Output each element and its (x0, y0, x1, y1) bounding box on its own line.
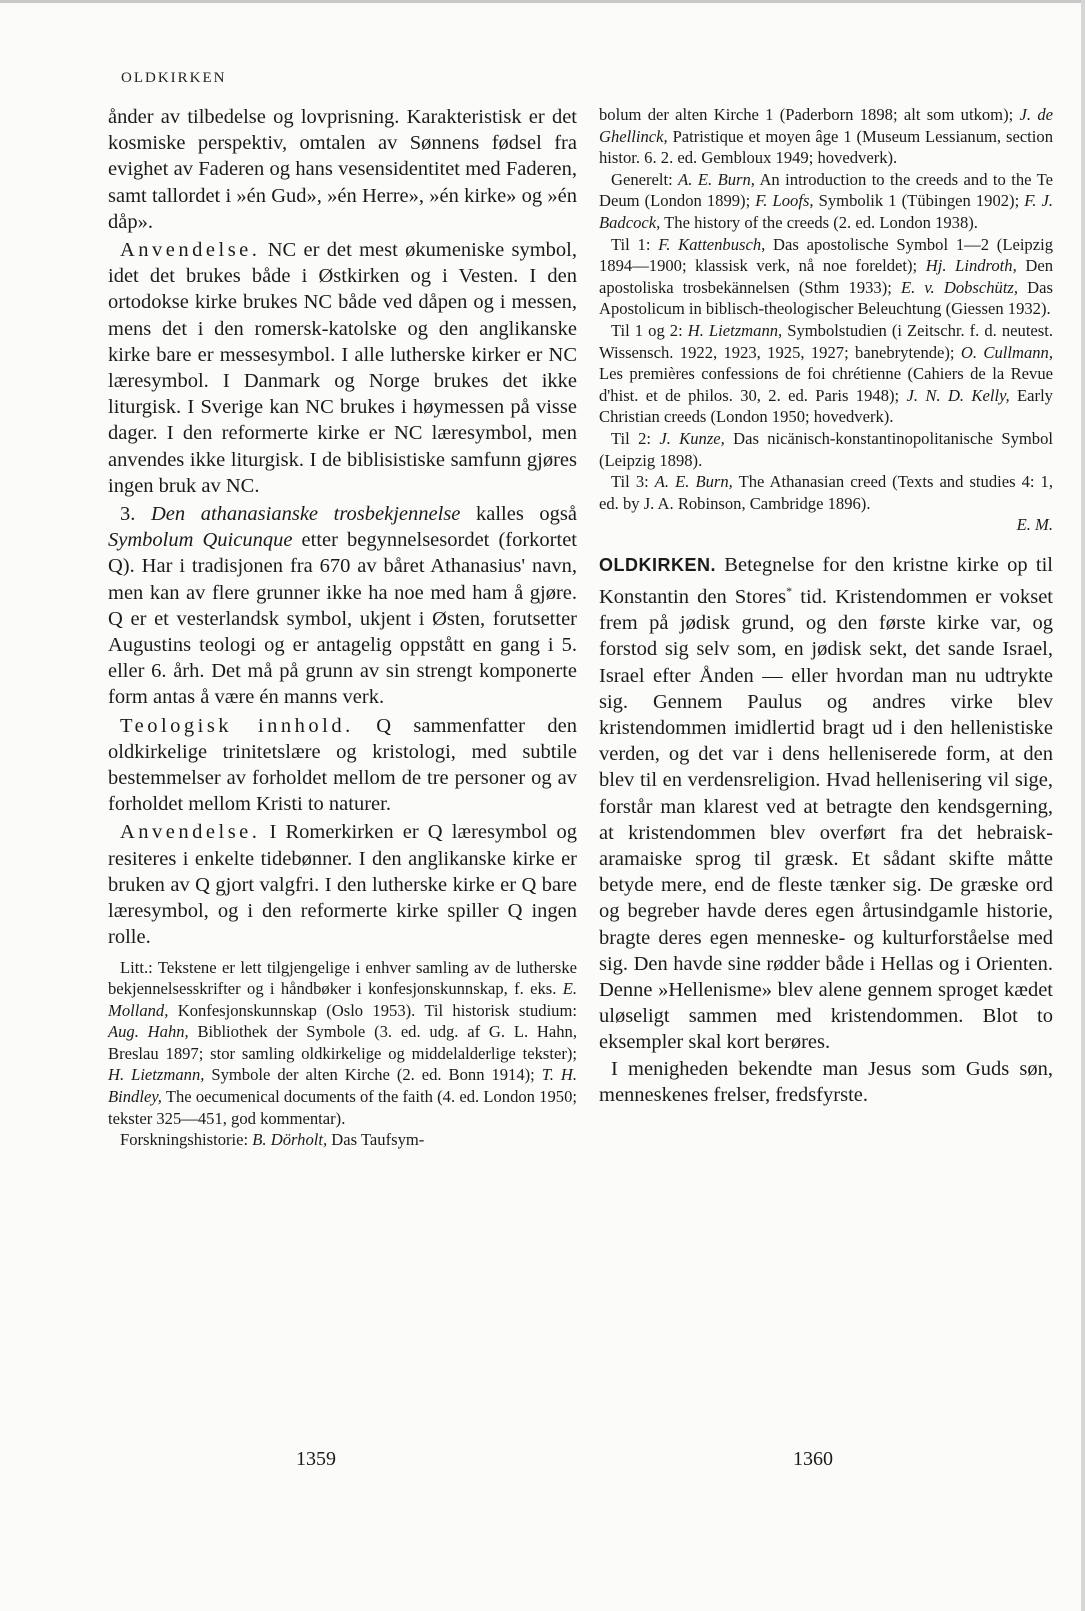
paragraph-menigheden: I menigheden bekendte man Jesus som Guds søn, menneskenes frelser, fredsfyrste. (599, 1057, 1053, 1106)
left-column (108, 104, 577, 1151)
paragraph-athanasian: 3. Den athanasianske trosbekjennelse kalles også Symbolum Quicunque etter begynnelsesordet (forkortet Q). Har i tradisjonen fra 670 av båret Athanasius' navn, men kan av flere grunner ikke ha noe med ham å gjøre. Q er et vesterlandsk symbol, ukjent i Østen, forutsetter Augustins teologi og er antagelig oppstått en gang i 5. eller 6. årh. Det må på grunn av sin strengt komponerte form antas å være én manns verk. (108, 503, 578, 709)
latin-name: Symbolum Quicunque (108, 529, 293, 552)
paragraph-theology: Teologisk innhold. Q sammenfatter den oldkirkelige trinitetslære og kristologi, med subtile bestemmelser av forholdet mellom de tre personer og av forholdet mellom Kristi to naturer. (108, 714, 578, 816)
page-number-right: 1360 (793, 1448, 833, 1470)
right-column (599, 104, 1053, 1108)
subheading-anvendelse-q: Anvendelse. (120, 821, 261, 844)
subheading-teologisk-innhold: Teologisk innhold. (120, 714, 354, 737)
bibliography-til-1: Til 1: F. Kattenbusch, Das apostolische Symbol 1—2 (Leipzig 1894—1900; klassisk verk, nå noe foreldet); Hj. Lindroth, Den apostoliska trosbekännelsen (Sthm 1933); E. v. Dobschütz, Das Apostolicum in biblisch-theologischer Beleuchtung (Giessen 1932). (599, 234, 1054, 319)
bibliography-continued: bolum der alten Kirche 1 (Paderborn 1898; alt som utkom); J. de Ghellinck, Patristique et moyen âge 1 (Museum Lessianum, section histor. 6. 2. ed. Gembloux 1949; hovedverk). (599, 105, 1053, 168)
headword-oldkirken: OLDKIRKEN. (599, 554, 716, 575)
page-number-left: 1359 (296, 1448, 336, 1470)
top-edge-line (0, 0, 1085, 3)
paragraph-nc-content: ånder av tilbedelse og lovprisning. Karakteristisk er det kosmiske perspektiv, omtalen av Sønnens fødsel fra evighet av Faderen og hans vesensidentitet med Faderen, samt tallordet i »én Gud», »én Herre», »én kirke» og »én dåp». (108, 106, 577, 233)
paragraph-q-usage: Anvendelse. I Romerkirken er Q læresymbol og resiteres i enkelte tidebønner. I den anglikanske kirke er bruken av Q gjort valgfri. I den lutherske kirke er Q bare læresymbol, og i den reformerte kirke spiller Q ingen rolle. (108, 821, 577, 949)
entry-oldkirken: OLDKIRKEN. Betegnelse for den kristne kirke op til Konstantin den Stores* tid. Kristendommen er vokset frem på jødisk grund, og den første kirke var, og forstod sig selv som, en jødisk sekt, det sande Israel, Israel efter Ånden — eller hvordan man nu udtrykte sig. Gennem Paulus og andres virke blev kristendommen imidlertid bragt ud i den hellenistiske verden, og det var i dens helleniserede form, at den blev til en verdensreligion. Hvad hellenisering vil sige, forstår man klarest ved at betragte den kendsgerning, at kristendommen blev overført fra det hebraisk-aramaiske sprog til græsk. Et sådant skifte måtte betyde mere, end de fleste tænker sig. De græske ord og begreber havde deres egen årtusindgamle historie, bragte deres egen menneske- og kulturforståelse med sig. Den havde sine rødder både i Hellas og i Orienten. Denne »Hellenisme» blev alene gennem sproget kædet uløseligt sammen med kristendommen. Blot to eksempler skal kort berøres. (599, 553, 1053, 1054)
literature-paragraph: Litt.: Tekstene er lett tilgjengelige i enhver samling av de lutherske bekjennelsesskrifter og i håndbøker i konfesjonskunnskap, f. eks. E. Molland, Konfesjonskunnskap (Oslo 1953). Til historisk studium: Aug. Hahn, Bibliothek der Symbole (3. ed. udg. af G. L. Hahn, Breslau 1897; stor samling oldkirkelige og middelalderlige tekster); H. Lietzmann, Symbole der alten Kirche (2. ed. Bonn 1914); T. H. Bindley, The oecumenical documents of the faith (4. ed. London 1950; tekster 325—451, god kommentar). (108, 957, 578, 1128)
running-header: OLDKIRKEN (121, 70, 227, 86)
research-history-paragraph: Forskningshistorie: B. Dörholt, Das Taufsym- (120, 1130, 425, 1150)
bibliography-til-3: Til 3: A. E. Burn, The Athanasian creed (Texts and studies 4: 1, ed. by J. A. Robinson, Cambridge 1896). (599, 472, 1054, 513)
right-edge-shadow (1081, 0, 1085, 1611)
bibliography-til-1-og-2: Til 1 og 2: H. Lietzmann, Symbolstudien (i Zeitschr. f. d. neutest. Wissensch. 1922, 1923, 1925, 1927; banebrytende); O. Cullmann, Les premières confessions de foi chrétienne (Cahiers de la Revue d'hist. et de philos. 30, 2. ed. Paris 1948); J. N. D. Kelly, Early Christian creeds (London 1950; hovedverk). (599, 320, 1054, 427)
bibliography-til-2: Til 2: J. Kunze, Das nicänisch-konstantinopolitanische Symbol (Leipzig 1898). (599, 428, 1053, 470)
author-signature: E. M. (1016, 515, 1053, 535)
paragraph-nc-usage: Anvendelse. NC er det mest økumeniske symbol, idet det brukes både i Østkirken og i Vesten. I den ortodokse kirke brukes NC både ved dåpen og i messen, mens det i den romersk-katolske og den anglikanske kirke bare er messesymbol. I alle lutherske kirker er NC læresymbol. I Danmark og Norge brukes det ikke liturgisk. I Sverige kan NC brukes i høymessen på visse dager. I den reformerte kirke er NC læresymbol, men anvendes ikke liturgisk. I de biblisistiske samfunn gjøres ingen bruk av NC. (108, 239, 577, 497)
subheading-anvendelse: Anvendelse. (120, 239, 261, 262)
athanasian-title: Den athanasianske trosbekjennelse (150, 503, 461, 526)
bibliography-general: Generelt: A. E. Burn, An introduction to the creeds and to the Te Deum (London 1899); F. Loofs, Symbolik 1 (Tübingen 1902); F. J. Badcock, The history of the creeds (2. ed. London 1938). (599, 169, 1054, 232)
